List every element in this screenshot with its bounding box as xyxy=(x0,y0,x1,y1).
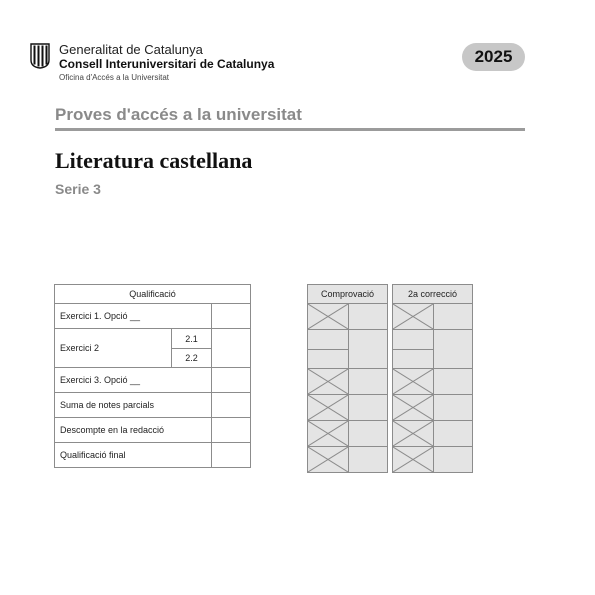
exercise-2-2-label: 2.2 xyxy=(172,349,212,368)
second-correction-cell[interactable] xyxy=(434,421,473,447)
cross-mark-icon xyxy=(393,369,433,394)
org-name-generalitat: Generalitat de Catalunya xyxy=(59,42,203,57)
verification-cell[interactable] xyxy=(349,369,388,395)
second-correction-cell[interactable] xyxy=(434,369,473,395)
cross-mark-icon xyxy=(393,421,433,446)
cross-mark-icon xyxy=(308,369,348,394)
crossed-cell xyxy=(393,304,434,330)
verification-cell[interactable] xyxy=(308,350,349,369)
second-correction-cell[interactable] xyxy=(434,304,473,330)
series-label: Serie 3 xyxy=(55,181,101,197)
crossed-cell xyxy=(308,369,349,395)
verification-cell[interactable] xyxy=(349,447,388,473)
cross-mark-icon xyxy=(308,447,348,472)
exercise-3-label: Exercici 3. Opció __ xyxy=(55,368,212,393)
verification-cell[interactable] xyxy=(349,395,388,421)
crossed-cell xyxy=(393,395,434,421)
exercise-3-score-cell[interactable] xyxy=(212,368,251,393)
exam-type: Proves d'accés a la universitat xyxy=(55,105,302,124)
crossed-cell xyxy=(308,304,349,330)
exercise-2-label: Exercici 2 xyxy=(55,329,172,368)
writing-discount-cell[interactable] xyxy=(212,418,251,443)
verification-cell[interactable] xyxy=(349,330,388,369)
crossed-cell xyxy=(308,447,349,473)
cross-mark-icon xyxy=(308,395,348,420)
verification-cell[interactable] xyxy=(308,330,349,350)
exercise-2-score-cell[interactable] xyxy=(212,329,251,368)
final-grade-cell[interactable] xyxy=(212,443,251,468)
exercise-1-score-cell[interactable] xyxy=(212,304,251,329)
second-correction-cell[interactable] xyxy=(393,330,434,350)
second-correction-cell[interactable] xyxy=(434,447,473,473)
grading-header: Qualificació xyxy=(55,285,251,304)
final-grade-label: Qualificació final xyxy=(55,443,212,468)
partial-sum-cell[interactable] xyxy=(212,393,251,418)
second-correction-table xyxy=(392,284,473,473)
crossed-cell xyxy=(308,395,349,421)
coat-of-arms-icon xyxy=(30,43,50,69)
crossed-cell xyxy=(393,421,434,447)
cross-mark-icon xyxy=(308,421,348,446)
org-name-office: Oficina d'Accés a la Universitat xyxy=(59,73,170,82)
second-correction-cell[interactable] xyxy=(393,350,434,369)
cross-mark-icon xyxy=(393,447,433,472)
verification-header: Comprovació xyxy=(308,285,388,304)
subject-title: Literatura castellana xyxy=(55,148,253,173)
org-name-council: Consell Interuniversitari de Catalunya xyxy=(59,57,275,71)
verification-table xyxy=(307,284,388,473)
crossed-cell xyxy=(393,447,434,473)
partial-sum-label: Suma de notes parcials xyxy=(55,393,212,418)
crossed-cell xyxy=(393,369,434,395)
divider xyxy=(55,128,525,131)
cross-mark-icon xyxy=(393,304,433,329)
writing-discount-label: Descompte en la redacció xyxy=(55,418,212,443)
exercise-2-1-label: 2.1 xyxy=(172,329,212,349)
cross-mark-icon xyxy=(308,304,348,329)
grading-table xyxy=(54,284,251,468)
second-correction-cell[interactable] xyxy=(434,330,473,369)
second-correction-header: 2a correcció xyxy=(393,285,473,304)
cross-mark-icon xyxy=(393,395,433,420)
year-badge: 2025 xyxy=(462,43,525,71)
crossed-cell xyxy=(308,421,349,447)
verification-cell[interactable] xyxy=(349,304,388,330)
second-correction-cell[interactable] xyxy=(434,395,473,421)
verification-cell[interactable] xyxy=(349,421,388,447)
exercise-1-label: Exercici 1. Opció __ xyxy=(55,304,212,329)
